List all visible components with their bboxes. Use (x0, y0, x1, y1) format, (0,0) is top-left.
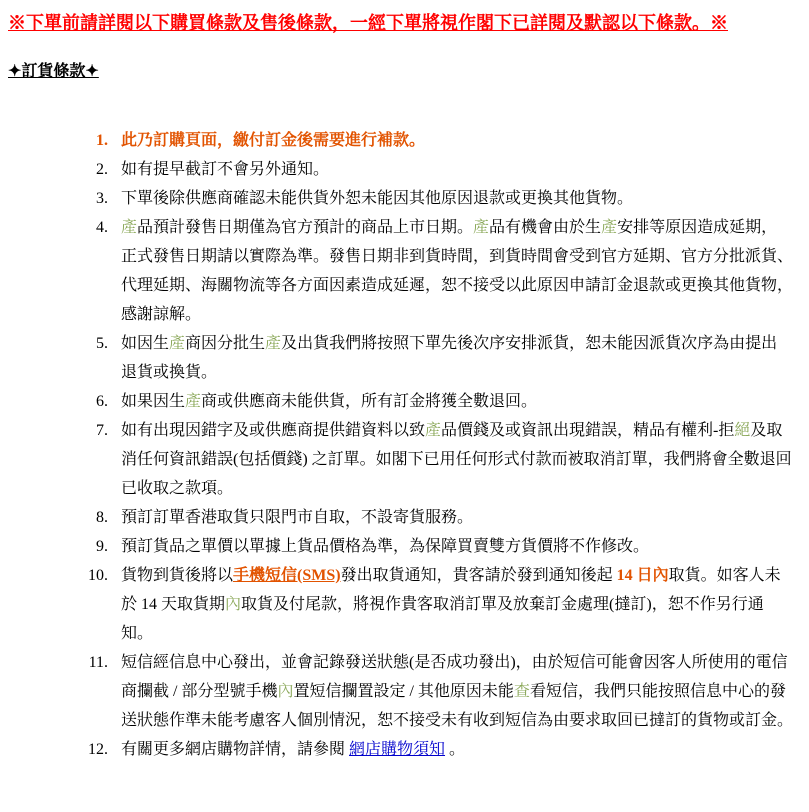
term-segment: 絕 (734, 422, 751, 439)
term-item-9 (88, 532, 798, 561)
term-segment: 有關更多網店購物詳情，請參閱 (121, 741, 350, 758)
term-item-7 (88, 416, 798, 503)
term-segment: 取貨及付尾款，將視作貴客取消訂單及放棄訂金處理(撻訂)，恕不作另行通知。 (121, 596, 764, 642)
term-text (121, 561, 793, 648)
term-item-10 (88, 561, 798, 648)
term-number: 2. (96, 161, 108, 178)
term-item-12 (88, 735, 798, 764)
term-segment: 內 (277, 683, 294, 700)
term-segment: 及出貨我們將按照下單先後次序安排派貨，恕未能因派貨次序為由提出退貨或換貨。 (121, 335, 778, 381)
term-text (121, 387, 793, 416)
term-segment: 品預計發售日期僅為官方預計的商品上市日期。 (137, 219, 474, 236)
term-item-6 (88, 387, 798, 416)
term-segment: 看短信，我們只能按照信息中心的發送狀態作準未能考慮客人個別情況，恕不接受未有收到短信為由要求取回已撻訂的貨物或訂金。 (121, 683, 794, 729)
term-segment: 如因生 (121, 335, 170, 352)
term-segment: 手機短信(SMS) (233, 567, 341, 584)
term-number: 11. (88, 654, 108, 671)
term-text (121, 213, 793, 329)
term-text (121, 532, 793, 561)
term-segment: 商或供應商未能供貨，所有訂金將獲全數退回。 (201, 393, 538, 410)
term-text (121, 184, 793, 213)
term-text (121, 648, 793, 735)
term-segment: 短信經信息中心發出，並會記錄發送狀態(是否成功發出)，由於短信可能會因客人所使用的電信商攔截 / 部分型號手機 (121, 654, 788, 700)
term-segment: 預訂貨品之單價以單據上貨品價格為準，為保障買賣雙方貨價將不作修改。 (121, 538, 650, 555)
term-number: 6. (96, 393, 108, 410)
term-segment: 產 (265, 335, 282, 352)
term-segment: 內 (225, 596, 242, 613)
term-number: 12. (88, 741, 108, 758)
term-item-8 (88, 503, 798, 532)
term-segment: 安排等原因造成延期，正式發售日期請以實際為準。發售日期非到貨時間，到貨時間會受到官方延期、官方分批派貨、代理延期、海關物流等各方面因素造成延遲，恕不接受以此原因申請訂金退款或更換其他貨物，感謝諒解。 (121, 219, 794, 323)
order-terms-section-title: ✦訂貨條款✦ (8, 63, 99, 80)
term-segment: 取貨。如客人未於 14 天取貨期 (121, 567, 781, 613)
term-number: 3. (96, 190, 108, 207)
term-segment: 下單後除供應商確認未能供貨外恕未能因其他原因退款或更換其他貨物。 (121, 190, 634, 207)
term-segment: 產 (169, 335, 186, 352)
term-item-5 (88, 329, 798, 387)
term-segment: 如有提早截訂不會另外通知。 (121, 161, 330, 178)
term-text (121, 735, 793, 764)
term-segment: 此乃訂購頁面，繳付訂金後需要進行補款。 (121, 132, 426, 149)
purchase-notice-header: ※下單前請詳閱以下購買條款及售後條款，一經下單將視作閣下已詳閱及默認以下條款。※ (8, 13, 728, 33)
term-segment: 如果因生 (121, 393, 186, 410)
term-text (121, 126, 793, 155)
term-segment: 。 (445, 741, 466, 758)
term-segment: 及取消任何資訊錯誤(包括價錢) 之訂單。如閣下已用任何形式付款而被取消訂單，我們將會全數退回已收取之款項。 (121, 422, 792, 497)
term-item-1 (88, 126, 798, 155)
term-text (121, 416, 793, 503)
term-item-2 (88, 155, 798, 184)
term-item-4 (88, 213, 798, 329)
term-item-11 (88, 648, 798, 735)
term-number: 5. (96, 335, 108, 352)
term-segment: 產 (185, 393, 202, 410)
term-segment: 商因分批生 (185, 335, 266, 352)
shop-guide-link[interactable]: 網店購物須知 (349, 741, 446, 758)
term-segment: 14 日內 (616, 567, 669, 584)
term-number: 1. (96, 132, 108, 149)
term-number: 8. (96, 509, 108, 526)
order-terms-list (88, 126, 798, 764)
term-segment: 產 (121, 219, 138, 236)
term-text (121, 329, 793, 387)
term-segment: 查 (513, 683, 530, 700)
term-segment: 產 (601, 219, 618, 236)
term-number: 9. (96, 538, 108, 555)
term-segment: 品有機會由於生 (489, 219, 602, 236)
term-segment: 品價錢及或資訊出現錯誤，精品有權利-拒 (441, 422, 735, 439)
term-segment: 置短信攔置設定 / 其他原因未能 (293, 683, 514, 700)
term-number: 4. (96, 219, 108, 236)
term-segment: 如有出現因錯字及或供應商提供錯資料以致 (121, 422, 426, 439)
term-text (121, 155, 793, 184)
term-segment: 貨物到貨後將以 (121, 567, 234, 584)
term-segment: 發出取貨通知，貴客請於發到通知後起 (340, 567, 617, 584)
term-segment: 產 (473, 219, 490, 236)
term-text (121, 503, 793, 532)
term-number: 7. (96, 422, 108, 439)
term-segment: 預訂訂單香港取貨只限門市自取，不設寄貨服務。 (121, 509, 474, 526)
term-item-3 (88, 184, 798, 213)
term-number: 10. (88, 567, 108, 584)
term-segment: 產 (425, 422, 442, 439)
